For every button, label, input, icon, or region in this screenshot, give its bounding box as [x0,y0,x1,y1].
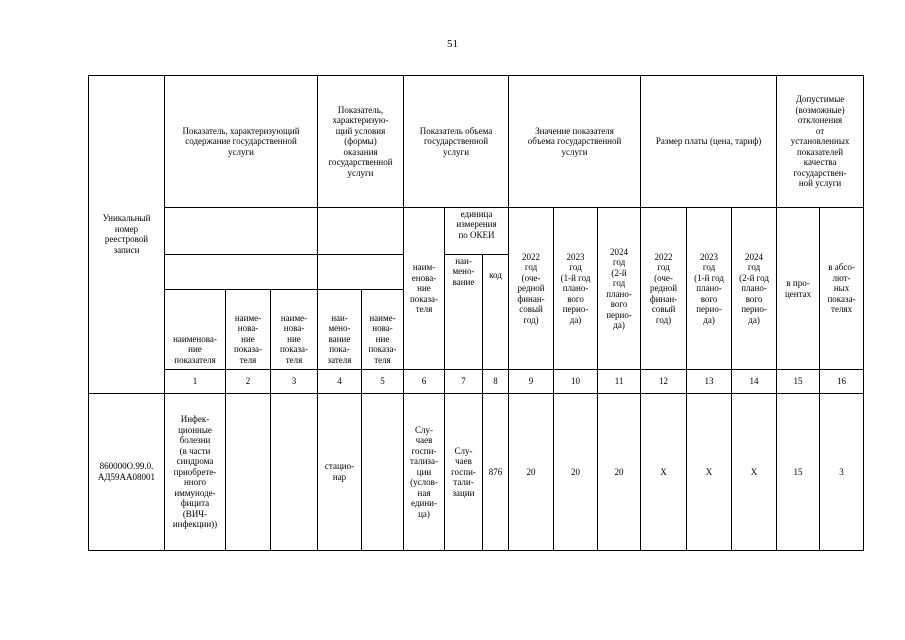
header-payment: Размер платы (цена, тариф) [641,76,777,208]
value-2023-cell: 20 [554,393,598,550]
column-number: 3 [271,370,318,393]
column-number: 16 [820,370,864,393]
header-conditions-indicator: Показатель, характеризую- щий условия (формы) оказания государственной услуги [318,76,404,208]
content-indicator-2-cell [226,393,271,550]
page-number: 51 [447,38,458,50]
header-year-2023-b: 2023 год (1-й год плано- вого перио- да) [687,207,732,370]
header-naming-indicator-2: наиме- нова- ние показа- теля [226,289,271,370]
header-naming-indicator-1: наименова- ние показателя [165,289,226,370]
column-number: 4 [318,370,362,393]
column-number: 7 [445,370,483,393]
condition-blank-1 [318,207,404,254]
registry-table [88,75,864,551]
content-indicator-cell: Инфек- ционные болезни (в части синдрома приобрете- нного иммуноде- фицита (ВИЧ- инфекции)) [165,393,226,550]
content-indicator-3-cell [271,393,318,550]
column-number: 10 [554,370,598,393]
condition-blank-2 [318,254,404,289]
column-number: 1 [165,370,226,393]
price-2024-cell: Х [732,393,777,550]
header-naming-indicator-5: наиме- нова- ние показа- теля [362,289,404,370]
header-year-2022-a: 2022 год (оче- редной финан- совый год) [509,207,554,370]
registry-number-cell: 860000О.99.0. АД59АА08001 [89,393,165,550]
header-okei-code [483,254,509,370]
deviation-absolute-cell: 3 [820,393,864,550]
column-number: 13 [687,370,732,393]
column-number: 15 [777,370,820,393]
header-okei-name: наи- мено- вание [445,254,483,370]
header-year-2022-b: 2022 год (оче- редной финан- совый год) [641,207,687,370]
content-blank-1 [165,207,318,254]
header-year-2024-a: 2024 год (2-й год плано- вого перио- да) [598,207,641,370]
content-blank-2 [165,254,318,289]
header-volume-value: Значение показателя объема государственной услуги [509,76,641,208]
price-2022-cell: Х [641,393,687,550]
header-absolute: в абсо- лют- ных показа- телях [820,207,864,370]
column-number: 6 [404,370,445,393]
column-number: 8 [483,370,509,393]
column-number: 2 [226,370,271,393]
column-number: 12 [641,370,687,393]
header-okei-unit: единица измерения по ОКЕИ [445,207,509,254]
okei-name-cell: Слу- чаев госпи- тали- зации [445,393,483,550]
condition-indicator-2-cell [362,393,404,550]
header-percent: в про- центах [777,207,820,370]
header-volume-indicator: Показатель объема государственной услуги [404,76,509,208]
column-number: 9 [509,370,554,393]
value-2024-cell: 20 [598,393,641,550]
table-row [89,393,864,550]
header-unique-number: Уникальный номер реестровой записи [89,76,165,394]
header-volume-name: наим- енова- ние показа- теля [404,207,445,370]
okei-code-label: код [489,269,502,280]
volume-name-cell: Слу- чаев госпи- тализа- ции (услов- ная едини- ца) [404,393,445,550]
header-year-2023-a: 2023 год (1-й год плано- вого перио- да) [554,207,598,370]
column-number: 11 [598,370,641,393]
header-naming-indicator-3: наиме- нова- ние показа- теля [271,289,318,370]
column-number: 5 [362,370,404,393]
header-content-indicator: Показатель, характеризующий содержание государственной услуги [165,76,318,208]
deviation-percent-cell: 15 [777,393,820,550]
header-naming-indicator-4: наи- мено- вание пока- зателя [318,289,362,370]
header-deviations: Допустимые (возможные) отклонения от установленных показателей качества государствен- ной услуги [777,76,864,208]
column-number: 14 [732,370,777,393]
header-year-2024-b: 2024 год (2-й год плано- вого перио- да) [732,207,777,370]
condition-indicator-cell: стацио- нар [318,393,362,550]
price-2023-cell: Х [687,393,732,550]
okei-code-cell: 876 [483,393,509,550]
value-2022-cell: 20 [509,393,554,550]
